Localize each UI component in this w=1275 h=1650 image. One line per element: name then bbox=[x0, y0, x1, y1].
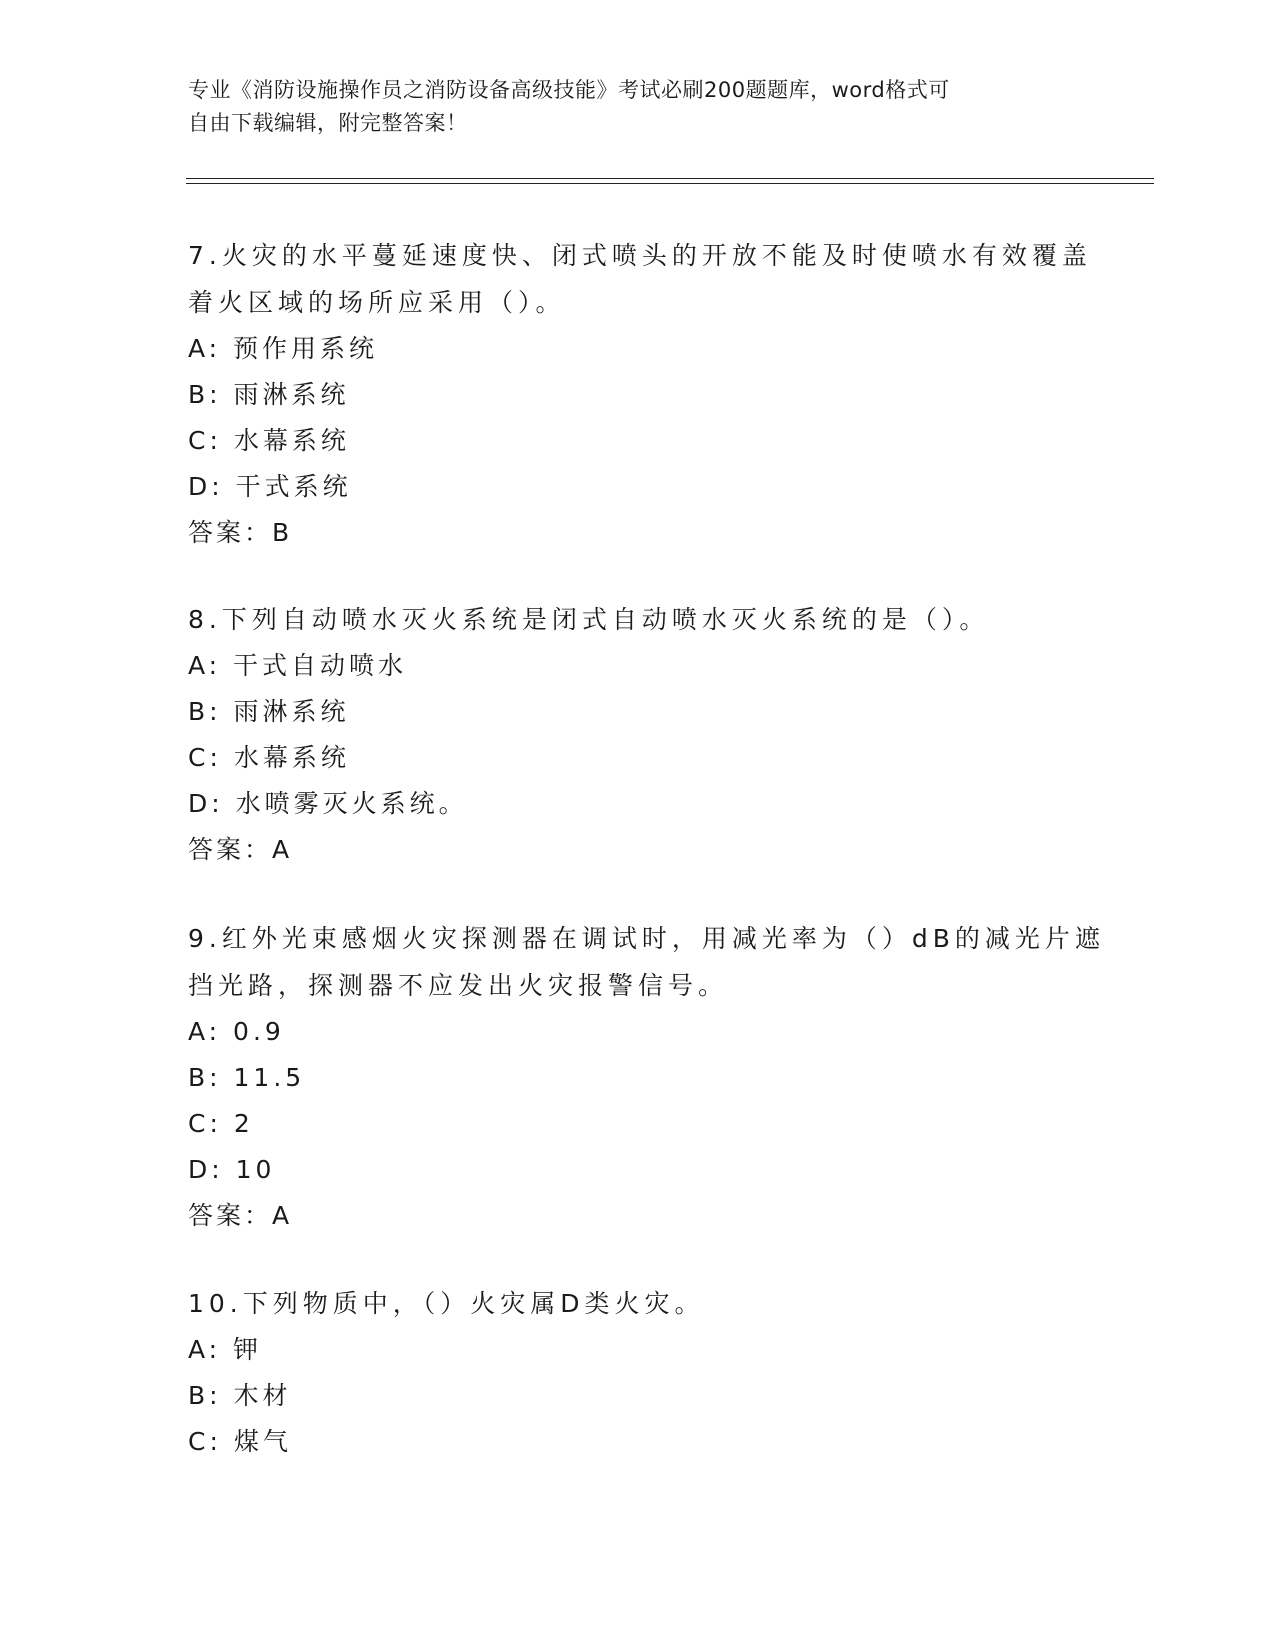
stem-line: 挡光路，探测器不应发出火灾报警信号。 bbox=[188, 971, 729, 1000]
option-d: D: 干式系统 bbox=[188, 472, 352, 501]
option-c: C: 水幕系统 bbox=[188, 426, 350, 455]
option-a: A: 钾 bbox=[188, 1335, 263, 1364]
option-c: C: 水幕系统 bbox=[188, 743, 350, 772]
stem-line: 8.下列自动喷水灭火系统是闭式自动喷水灭火系统的是（）。 bbox=[188, 605, 990, 634]
option-b: B: 木材 bbox=[188, 1381, 292, 1410]
header-divider-top bbox=[186, 178, 1154, 179]
option-b: B: 雨淋系统 bbox=[188, 380, 350, 409]
option-c: C: 煤气 bbox=[188, 1427, 292, 1456]
option-b: B: 雨淋系统 bbox=[188, 697, 350, 726]
answer-line: 答案：B bbox=[188, 518, 293, 547]
header-line-2: 自由下载编辑，附完整答案！ bbox=[188, 111, 468, 135]
document-header bbox=[188, 74, 1068, 140]
question-stem bbox=[188, 1280, 1068, 1327]
question-8 bbox=[188, 596, 1068, 873]
stem-line: 9.红外光束感烟火灾探测器在调试时，用减光率为（）dB的减光片遮 bbox=[188, 924, 1105, 953]
option-d: D: 水喷雾灭火系统。 bbox=[188, 789, 468, 818]
header-line-1: 专业《消防设施操作员之消防设备高级技能》考试必刷200题题库，word格式可 bbox=[188, 78, 950, 102]
question-7 bbox=[188, 232, 1092, 556]
question-stem bbox=[188, 232, 1092, 326]
option-b: B: 11.5 bbox=[188, 1063, 306, 1092]
option-a: A: 0.9 bbox=[188, 1017, 285, 1046]
question-9 bbox=[188, 915, 1105, 1239]
answer-line: 答案：A bbox=[188, 1201, 293, 1230]
answer-line: 答案：A bbox=[188, 835, 293, 864]
question-10 bbox=[188, 1280, 1068, 1465]
header-divider-bottom bbox=[186, 183, 1154, 184]
option-a: A: 干式自动喷水 bbox=[188, 651, 408, 680]
option-c: C: 2 bbox=[188, 1109, 254, 1138]
question-stem bbox=[188, 915, 1105, 1009]
question-stem bbox=[188, 596, 1068, 643]
stem-line: 10.下列物质中，（）火灾属D类火灾。 bbox=[188, 1289, 705, 1318]
option-a: A: 预作用系统 bbox=[188, 334, 379, 363]
option-d: D: 10 bbox=[188, 1155, 276, 1184]
stem-line: 7.火灾的水平蔓延速度快、闭式喷头的开放不能及时使喷水有效覆盖 bbox=[188, 241, 1092, 270]
stem-line: 着火区域的场所应采用（）。 bbox=[188, 288, 566, 317]
